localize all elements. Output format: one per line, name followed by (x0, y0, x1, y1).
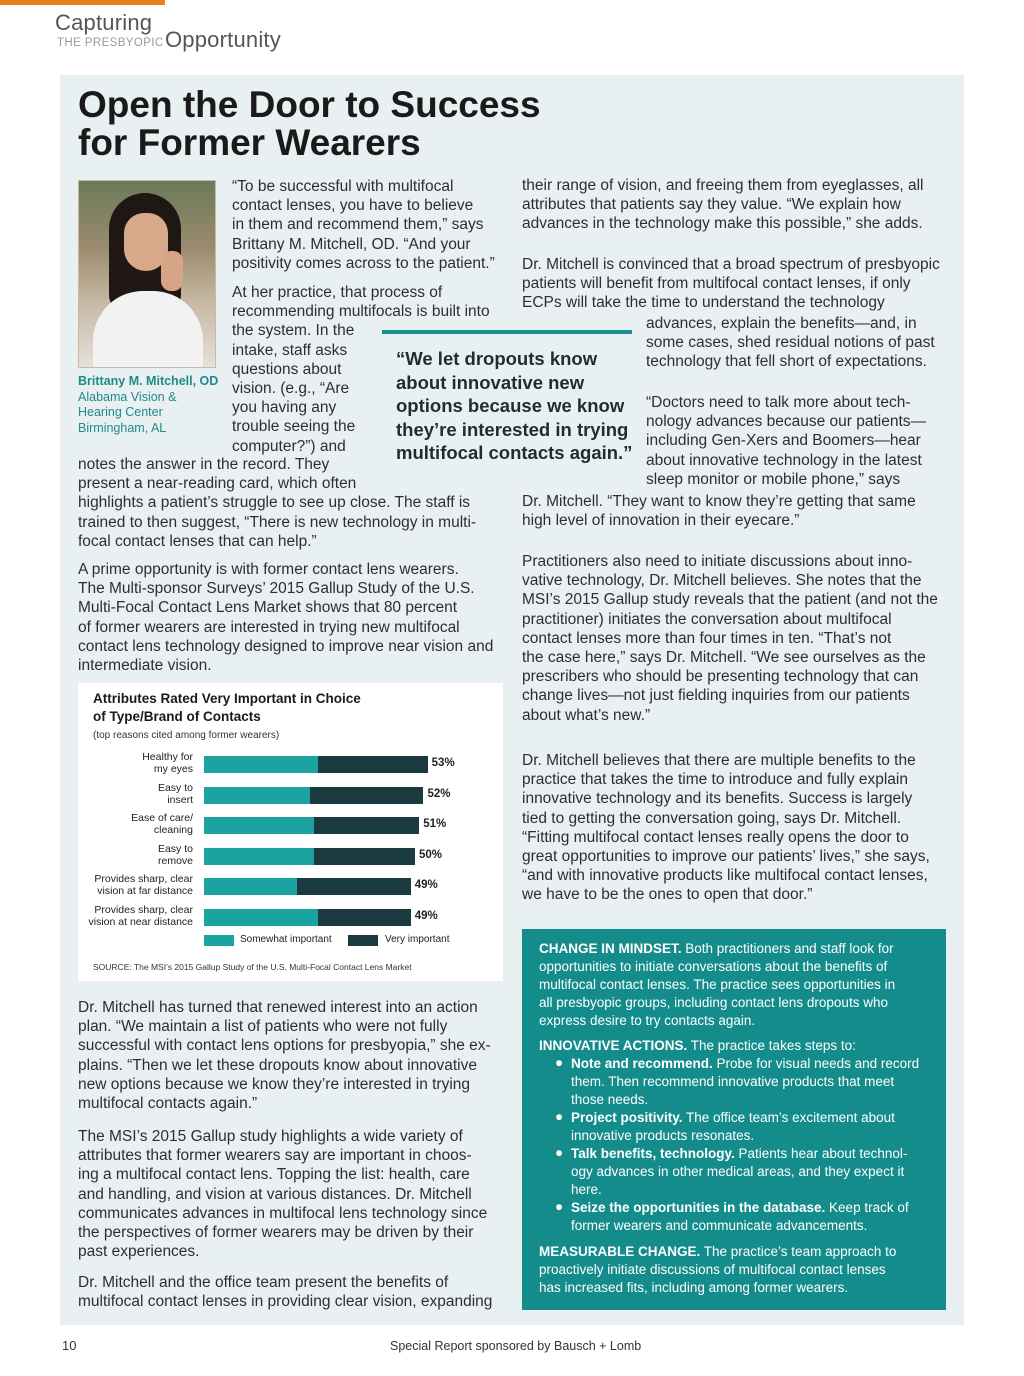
text-line: has increased fits, including among former wearers. (539, 1280, 849, 1295)
text-line: Dr. Mitchell. “They want to know they’re getting that same (522, 493, 916, 510)
text-line: questions about (232, 360, 342, 378)
text-line: Practitioners also need to initiate discussions about inno- (522, 553, 913, 570)
bullet-item (571, 1199, 909, 1235)
text-line: present a near-reading card, which often (78, 475, 357, 493)
bullet-heading: Seize the opportunities in the database. (571, 1200, 826, 1215)
text-line: plains. “Then we let these dropouts know about innovative (78, 1056, 477, 1074)
chart-source: SOURCE: The MSI’s 2015 Gallup Study of the U.S. Multi-Focal Contact Lens Market (93, 962, 412, 972)
text-line: contact lenses more than four times in ten. “That’s not (522, 629, 892, 647)
body-paragraph (78, 455, 476, 551)
text-line: “To be successful with multifocal (232, 178, 454, 195)
section-heading: INNOVATIVE ACTIONS. (539, 1038, 688, 1053)
bar-somewhat-important (204, 817, 314, 834)
body-paragraph (522, 255, 940, 313)
text-line: Dr. Mitchell believes that there are multiple benefits to the (522, 752, 916, 769)
body-paragraph (78, 560, 493, 675)
footer-sponsor: Special Report sponsored by Bausch + Lomb (390, 1339, 642, 1353)
header-title-small: THE PRESBYOPIC (57, 37, 164, 49)
chart-category-label (75, 812, 193, 836)
bullet-dot: ● (555, 1109, 564, 1124)
chart-category-label (75, 782, 193, 806)
text-line: innovative products resonates. (571, 1128, 755, 1143)
header-title-opportunity: Opportunity (165, 27, 281, 52)
category-label-line: cleaning (153, 824, 193, 836)
pull-quote-line: they’re interested in trying (396, 418, 629, 440)
text-line: proactively initiate discussions of multifocal contact lenses (539, 1262, 886, 1277)
bar-value-label: 50% (419, 848, 443, 861)
bar-value-label: 49% (414, 879, 438, 891)
text-line: recommending multifocals is built into (232, 303, 490, 321)
bar-value-label: 53% (431, 757, 455, 769)
body-paragraph (232, 283, 490, 456)
text-line: vision. (e.g., “Are (232, 380, 350, 398)
text-line: tied to getting the conversation going, says Dr. Mitchell. (522, 809, 902, 827)
author-photo (78, 180, 216, 368)
bullet-heading: Note and recommend. (571, 1056, 713, 1071)
category-label-line: vision at far distance (97, 885, 193, 897)
category-label-line: Easy to (157, 842, 193, 855)
bar-somewhat-important (204, 878, 297, 895)
bullet-dot: ● (555, 1199, 564, 1214)
chart-title: of Type/Brand of Contacts (93, 709, 261, 724)
legend-swatch-very (348, 935, 378, 946)
text-line: vative technology, Dr. Mitchell believes. She notes that the (522, 572, 922, 590)
key-points-section (539, 940, 895, 1030)
text-line: contact lens technology designed to improve near vision and (78, 637, 494, 655)
bar-very-important (310, 787, 424, 804)
bullet-item (571, 1145, 907, 1199)
text-line: At her practice, that process of (232, 284, 443, 301)
photo-caption-name: Brittany M. Mitchell, OD (78, 374, 219, 388)
text-line: ing a multifocal contact lens. Topping the list: health, care (78, 1166, 470, 1184)
text-line: advances, explain the benefits—and, in (646, 315, 917, 332)
body-paragraph (232, 177, 495, 273)
text-line: multifocal contact lenses in providing clear vision, expanding (78, 1293, 493, 1311)
bullet-dot: ● (555, 1055, 564, 1070)
text-line: highlights a patient’s struggle to see up close. The staff is (78, 494, 471, 512)
category-label-line: Provides sharp, clear (94, 903, 193, 916)
text-line: “and with innovative products like multifocal contact lenses, (522, 867, 928, 885)
bar-very-important (297, 878, 411, 895)
text-line: contact lenses, you have to believe (232, 197, 474, 215)
text-line: innovative technology and its benefits. Success is largely (522, 790, 913, 808)
text-line: practice that takes the time to introduce and fully explain (522, 771, 908, 789)
text-line: advances in the technology make this possible,” she adds. (522, 215, 923, 233)
text-line: about innovative technology in the latest (646, 451, 922, 469)
text-line: opportunities to initiate conversations about the benefits of (539, 959, 888, 974)
chart-category-label (75, 751, 193, 775)
text-line: great opportunities to improve our patients’ lives,” she says, (522, 848, 930, 866)
text-line: notes the answer in the record. They (78, 456, 330, 473)
text-line: high level of innovation in their eyecare.” (522, 512, 800, 530)
text-line: focal contact lenses that can help.” (78, 532, 317, 550)
chart-subtitle: (top reasons cited among former wearers) (93, 730, 280, 741)
text-line: Probe for visual needs and record (712, 1056, 920, 1071)
text-line: some cases, shed residual notions of past (646, 334, 935, 352)
body-paragraph (78, 1273, 492, 1311)
text-line: “Doctors need to talk more about tech- (646, 394, 911, 411)
bar-very-important (318, 909, 411, 926)
text-line: computer?”) and (232, 437, 346, 455)
text-line: about what’s new.” (522, 706, 651, 724)
text-line: multifocal contact lenses. The practice sees opportunities in (539, 977, 896, 992)
pull-quote-line: about innovative new (396, 371, 585, 393)
text-line: intake, staff asks (232, 341, 348, 359)
text-line: past experiences. (78, 1243, 200, 1261)
text-line: those needs. (571, 1092, 649, 1107)
category-label-line: my eyes (153, 763, 193, 775)
text-line: the system. In the (232, 322, 355, 340)
photo-caption-line: Alabama Vision & (78, 390, 177, 404)
text-line: trained to then suggest, “There is new technology in multi- (78, 513, 477, 531)
text-line: communicates advances in multifocal lens technology since (78, 1204, 488, 1222)
bullet-item (571, 1109, 895, 1145)
text-line: the case here,” says Dr. Mitchell. “We see ourselves as the (522, 649, 926, 667)
title-line: Open the Door to Success (78, 84, 541, 125)
section-heading: CHANGE IN MINDSET. (539, 941, 682, 956)
text-line: nology advances because our patients— (646, 413, 927, 431)
text-line: MSI’s 2015 Gallup study reveals that the patient (and not the (522, 591, 938, 609)
bar-somewhat-important (204, 848, 314, 865)
key-points-section (539, 1037, 856, 1055)
category-label-line: Ease of care/ (131, 812, 193, 824)
category-label-line: Healthy for (142, 751, 193, 763)
text-line: Patients hear about technol- (734, 1146, 908, 1161)
text-line: of former wearers are interested in trying new multifocal (78, 618, 460, 636)
text-line: new options because we know they’re interested in trying (78, 1075, 471, 1093)
text-line: The practice’s team approach to (700, 1244, 897, 1259)
text-line: intermediate vision. (78, 657, 212, 675)
text-line: practitioner) initiates the conversation about multifocal (522, 610, 892, 628)
chart-title: Attributes Rated Very Important in Choice (93, 691, 361, 706)
text-line: successful with contact lens options for presbyopia,” she ex- (78, 1037, 491, 1055)
section-heading: MEASURABLE CHANGE. (539, 1244, 701, 1259)
text-line: here. (571, 1182, 602, 1197)
text-line: attributes that patients say they value. “We explain how (522, 196, 901, 214)
text-line: we have to be the ones to open that door.” (522, 886, 813, 904)
text-line: multifocal contacts again.” (78, 1095, 258, 1113)
body-paragraph (78, 998, 491, 1113)
bar-somewhat-important (204, 909, 318, 926)
text-line: trouble seeing the (232, 418, 356, 436)
legend-label-somewhat: Somewhat important (240, 934, 332, 945)
text-line: Dr. Mitchell is convinced that a broad spectrum of presbyopic (522, 256, 940, 273)
text-line: attributes that former wearers say are important in choos- (78, 1147, 472, 1165)
bar-value-label: 49% (414, 909, 438, 922)
photo-caption-line: Birmingham, AL (78, 421, 167, 435)
chart-category-label (75, 904, 193, 928)
page-number: 10 (62, 1338, 77, 1353)
bar-very-important (318, 756, 428, 773)
text-line: technology that fell short of expectations. (646, 353, 927, 371)
text-line: sleep monitor or mobile phone,” says (646, 470, 901, 488)
header-title-capturing: Capturing (55, 10, 153, 35)
text-line: their range of vision, and freeing them from eyeglasses, all (522, 177, 924, 194)
text-line: ogy advances in other medical areas, and they expect it (571, 1164, 905, 1179)
pull-quote-line: multifocal contacts again.” (396, 442, 633, 464)
text-line: Dr. Mitchell and the office team present the benefits of (78, 1274, 449, 1291)
body-paragraph (522, 176, 924, 234)
chart-category-label (75, 843, 193, 867)
legend-swatch-somewhat (204, 935, 234, 946)
text-line: The Multi-sponsor Surveys’ 2015 Gallup Study of the U.S. (78, 580, 475, 598)
header-accent-rule (0, 0, 165, 5)
text-line: prescribers who should be presenting technology that can (522, 668, 919, 686)
text-line: ECPs will take the time to understand the technology (522, 294, 885, 312)
photo-caption-line: Hearing Center (78, 405, 163, 419)
title-line: for Former Wearers (78, 122, 421, 163)
category-label-line: insert (167, 793, 193, 806)
text-line: Keep track of (825, 1200, 909, 1215)
text-line: The practice takes steps to: (687, 1038, 856, 1053)
text-line: A prime opportunity is with former contact lens wearers. (78, 561, 459, 578)
bar-value-label: 52% (427, 787, 451, 800)
text-line: The office team’s excitement about (682, 1110, 895, 1125)
text-line: The MSI’s 2015 Gallup study highlights a wide variety of (78, 1128, 463, 1145)
body-paragraph (522, 751, 930, 905)
text-line: Multi-Focal Contact Lens Market shows that 80 percent (78, 599, 458, 617)
text-line: you having any (232, 399, 337, 417)
text-line: all presbyopic groups, including contact lens dropouts who (539, 995, 888, 1010)
body-paragraph (78, 1127, 487, 1261)
bullet-heading: Talk benefits, technology. (571, 1146, 735, 1161)
category-label-line: Easy to (157, 781, 193, 794)
text-line: patients will benefit from multifocal contact lenses, if only (522, 275, 911, 293)
bar-very-important (314, 848, 415, 865)
text-line: “Fitting multifocal contact lenses really opens the door to (522, 828, 909, 846)
bullet-dot: ● (555, 1145, 564, 1160)
bullet-item (571, 1055, 919, 1109)
key-points-section (539, 1243, 896, 1297)
chart-category-label (75, 873, 193, 897)
body-paragraph (522, 552, 938, 725)
text-line: and handling, and vision at various distances. Dr. Mitchell (78, 1185, 472, 1203)
text-line: Both practitioners and staff look for (681, 941, 894, 956)
text-line: them. Then recommend innovative products that meet (571, 1074, 895, 1089)
text-line: former wearers and communicate advancements. (571, 1218, 868, 1233)
text-line: including Gen-Xers and Boomers—hear (646, 432, 921, 450)
body-paragraph (646, 314, 935, 372)
bar-very-important (314, 817, 420, 834)
article-title (78, 86, 598, 162)
bar-value-label: 51% (423, 818, 447, 830)
pull-quote-line: “We let dropouts know (396, 348, 598, 369)
text-line: express desire to try contacts again. (539, 1013, 756, 1028)
body-paragraph (646, 393, 926, 489)
bar-somewhat-important (204, 787, 310, 804)
bar-somewhat-important (204, 756, 318, 773)
text-line: in them and recommend them,” says (232, 216, 484, 234)
pull-quote-line: options because we know (396, 395, 625, 417)
body-paragraph (522, 492, 916, 530)
text-line: Dr. Mitchell has turned that renewed interest into an action (78, 999, 478, 1016)
text-line: Brittany M. Mitchell, OD. “And your (232, 235, 471, 253)
category-label-line: remove (157, 854, 193, 867)
text-line: change lives—not just fielding inquiries from our patients (522, 687, 910, 705)
text-line: plan. “We maintain a list of patients who were not fully (78, 1018, 448, 1036)
text-line: the perspectives of former wearers may be driven by their (78, 1224, 474, 1242)
category-label-line: vision at near distance (88, 915, 193, 928)
category-label-line: Provides sharp, clear (94, 873, 193, 885)
bullet-heading: Project positivity. (571, 1110, 683, 1125)
text-line: positivity comes across to the patient.” (232, 254, 495, 272)
legend-label-very: Very important (385, 934, 450, 945)
